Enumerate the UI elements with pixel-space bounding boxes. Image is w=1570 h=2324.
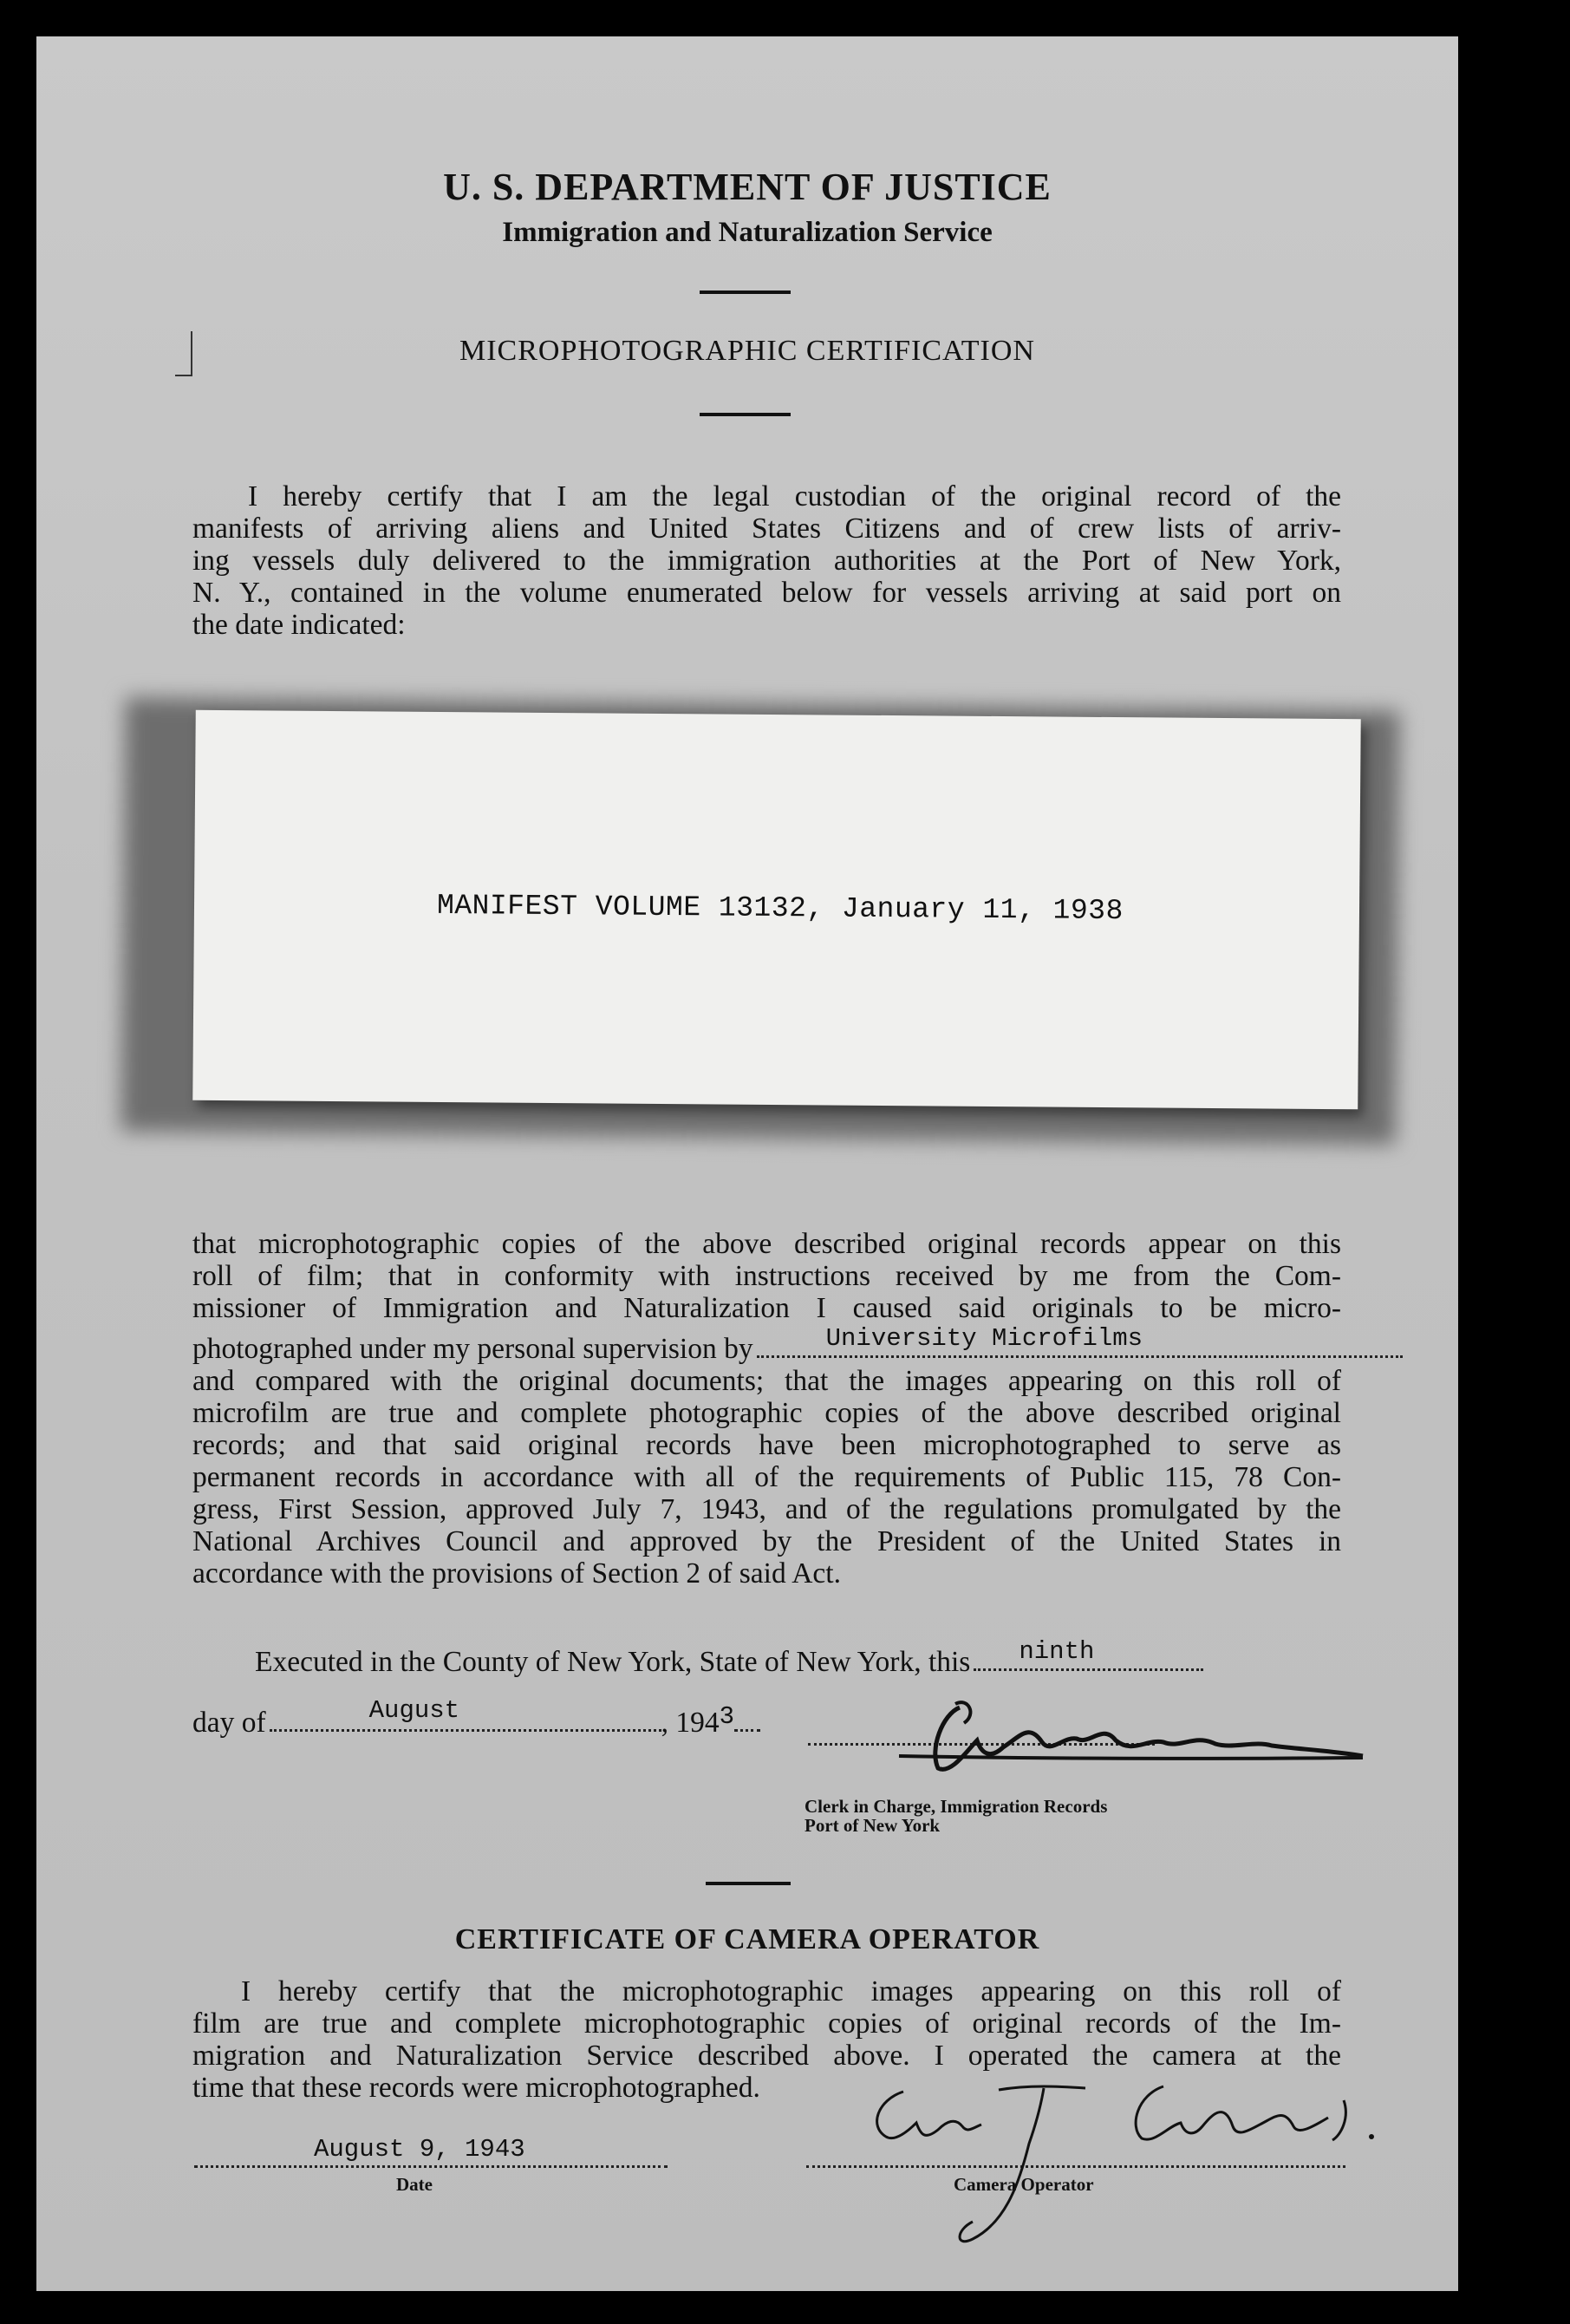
intro-line: N. Y., contained in the volume enumerated below for vessels arriving at said port on (192, 577, 1341, 609)
heading-rule (700, 290, 791, 294)
clerk-title-1: Clerk in Charge, Immigration Records (805, 1796, 1108, 1817)
body-line: roll of film; that in conformity with instructions received by me from the Com- (192, 1260, 1341, 1292)
month-value: August (368, 1696, 460, 1725)
clerk-title-2: Port of New York (805, 1815, 941, 1836)
department-heading: U. S. DEPARTMENT OF JUSTICE (443, 166, 1052, 208)
intro-line: manifests of arriving aliens and United States Citizens and of crew lists of arriv- (192, 512, 1341, 545)
intro-line: the date indicated: (192, 609, 406, 641)
body-paragraph (192, 1228, 1341, 1590)
execution-line (255, 1637, 1203, 1678)
camera-line: film are true and complete microphotographic copies of original records of the Im- (192, 2007, 1341, 2040)
date-label: Date (396, 2174, 433, 2195)
camera-line: time that these records were microphotographed. (192, 2072, 760, 2104)
camera-line: migration and Naturalization Service described above. I operated the camera at the (192, 2040, 1341, 2072)
operator-signature (843, 2066, 1397, 2265)
body-line: National Archives Council and approved by the President of the United States in (192, 1525, 1341, 1557)
execution-prefix: Executed in the County of New York, State of New York, this (255, 1646, 971, 1678)
section-rule (706, 1882, 791, 1885)
body-line: permanent records in accordance with all of the requirements of Public 115, 78 Con- (192, 1461, 1341, 1493)
manifest-slip (192, 710, 1360, 1110)
body-line: accordance with the provisions of Section 2 of said Act. (192, 1557, 841, 1590)
clerk-signature (890, 1688, 1376, 1784)
certification-title: MICROPHOTOGRAPHIC CERTIFICATION (459, 335, 1035, 367)
supervisor-field (757, 1324, 1403, 1358)
day-field (974, 1637, 1203, 1671)
date-value: August 9, 1943 (314, 2135, 525, 2164)
day-value: ninth (1019, 1637, 1095, 1666)
year-prefix: , 194 (661, 1707, 720, 1739)
month-field (270, 1696, 661, 1732)
body-line: microfilm are true and complete photographic copies of the above described original (192, 1397, 1341, 1429)
camera-certificate-title: CERTIFICATE OF CAMERA OPERATOR (454, 1923, 1040, 1955)
manifest-volume-text: MANIFEST VOLUME 13132, January 11, 1938 (436, 889, 1124, 928)
intro-line: ing vessels duly delivered to the immigration authorities at the Port of New York, (192, 545, 1341, 577)
supervision-line (192, 1324, 1341, 1365)
certificate-sheet (36, 36, 1458, 2291)
date-line (192, 1696, 760, 1741)
title-rule (700, 413, 791, 416)
body-line: that microphotographic copies of the above described original records appear on this (192, 1228, 1341, 1260)
year-digit: 3 (719, 1702, 735, 1731)
camera-operator-label: Camera Operator (954, 2174, 1094, 2195)
body-line: records; and that said original records have been microphotographed to serve as (192, 1429, 1341, 1461)
body-line: gress, First Session, approved July 7, 1943, and of the regulations promulgated by the (192, 1493, 1341, 1525)
day-of-label: day of (192, 1707, 266, 1739)
service-subheading: Immigration and Naturalization Service (502, 217, 993, 248)
body-line: missioner of Immigration and Naturalization I caused said originals to be micro- (192, 1292, 1341, 1324)
year-field (734, 1703, 760, 1732)
camera-line: I hereby certify that the microphotographic images appearing on this roll of (241, 1975, 1341, 2007)
body-line: and compared with the original documents; that the images appearing on this roll of (192, 1365, 1341, 1397)
supervisor-value: University Microfilms (825, 1324, 1143, 1353)
intro-line: I hereby certify that I am the legal custodian of the original record of the (248, 480, 1341, 512)
supervision-prefix: photographed under my personal supervision by (192, 1333, 753, 1365)
intro-paragraph (192, 480, 1341, 641)
